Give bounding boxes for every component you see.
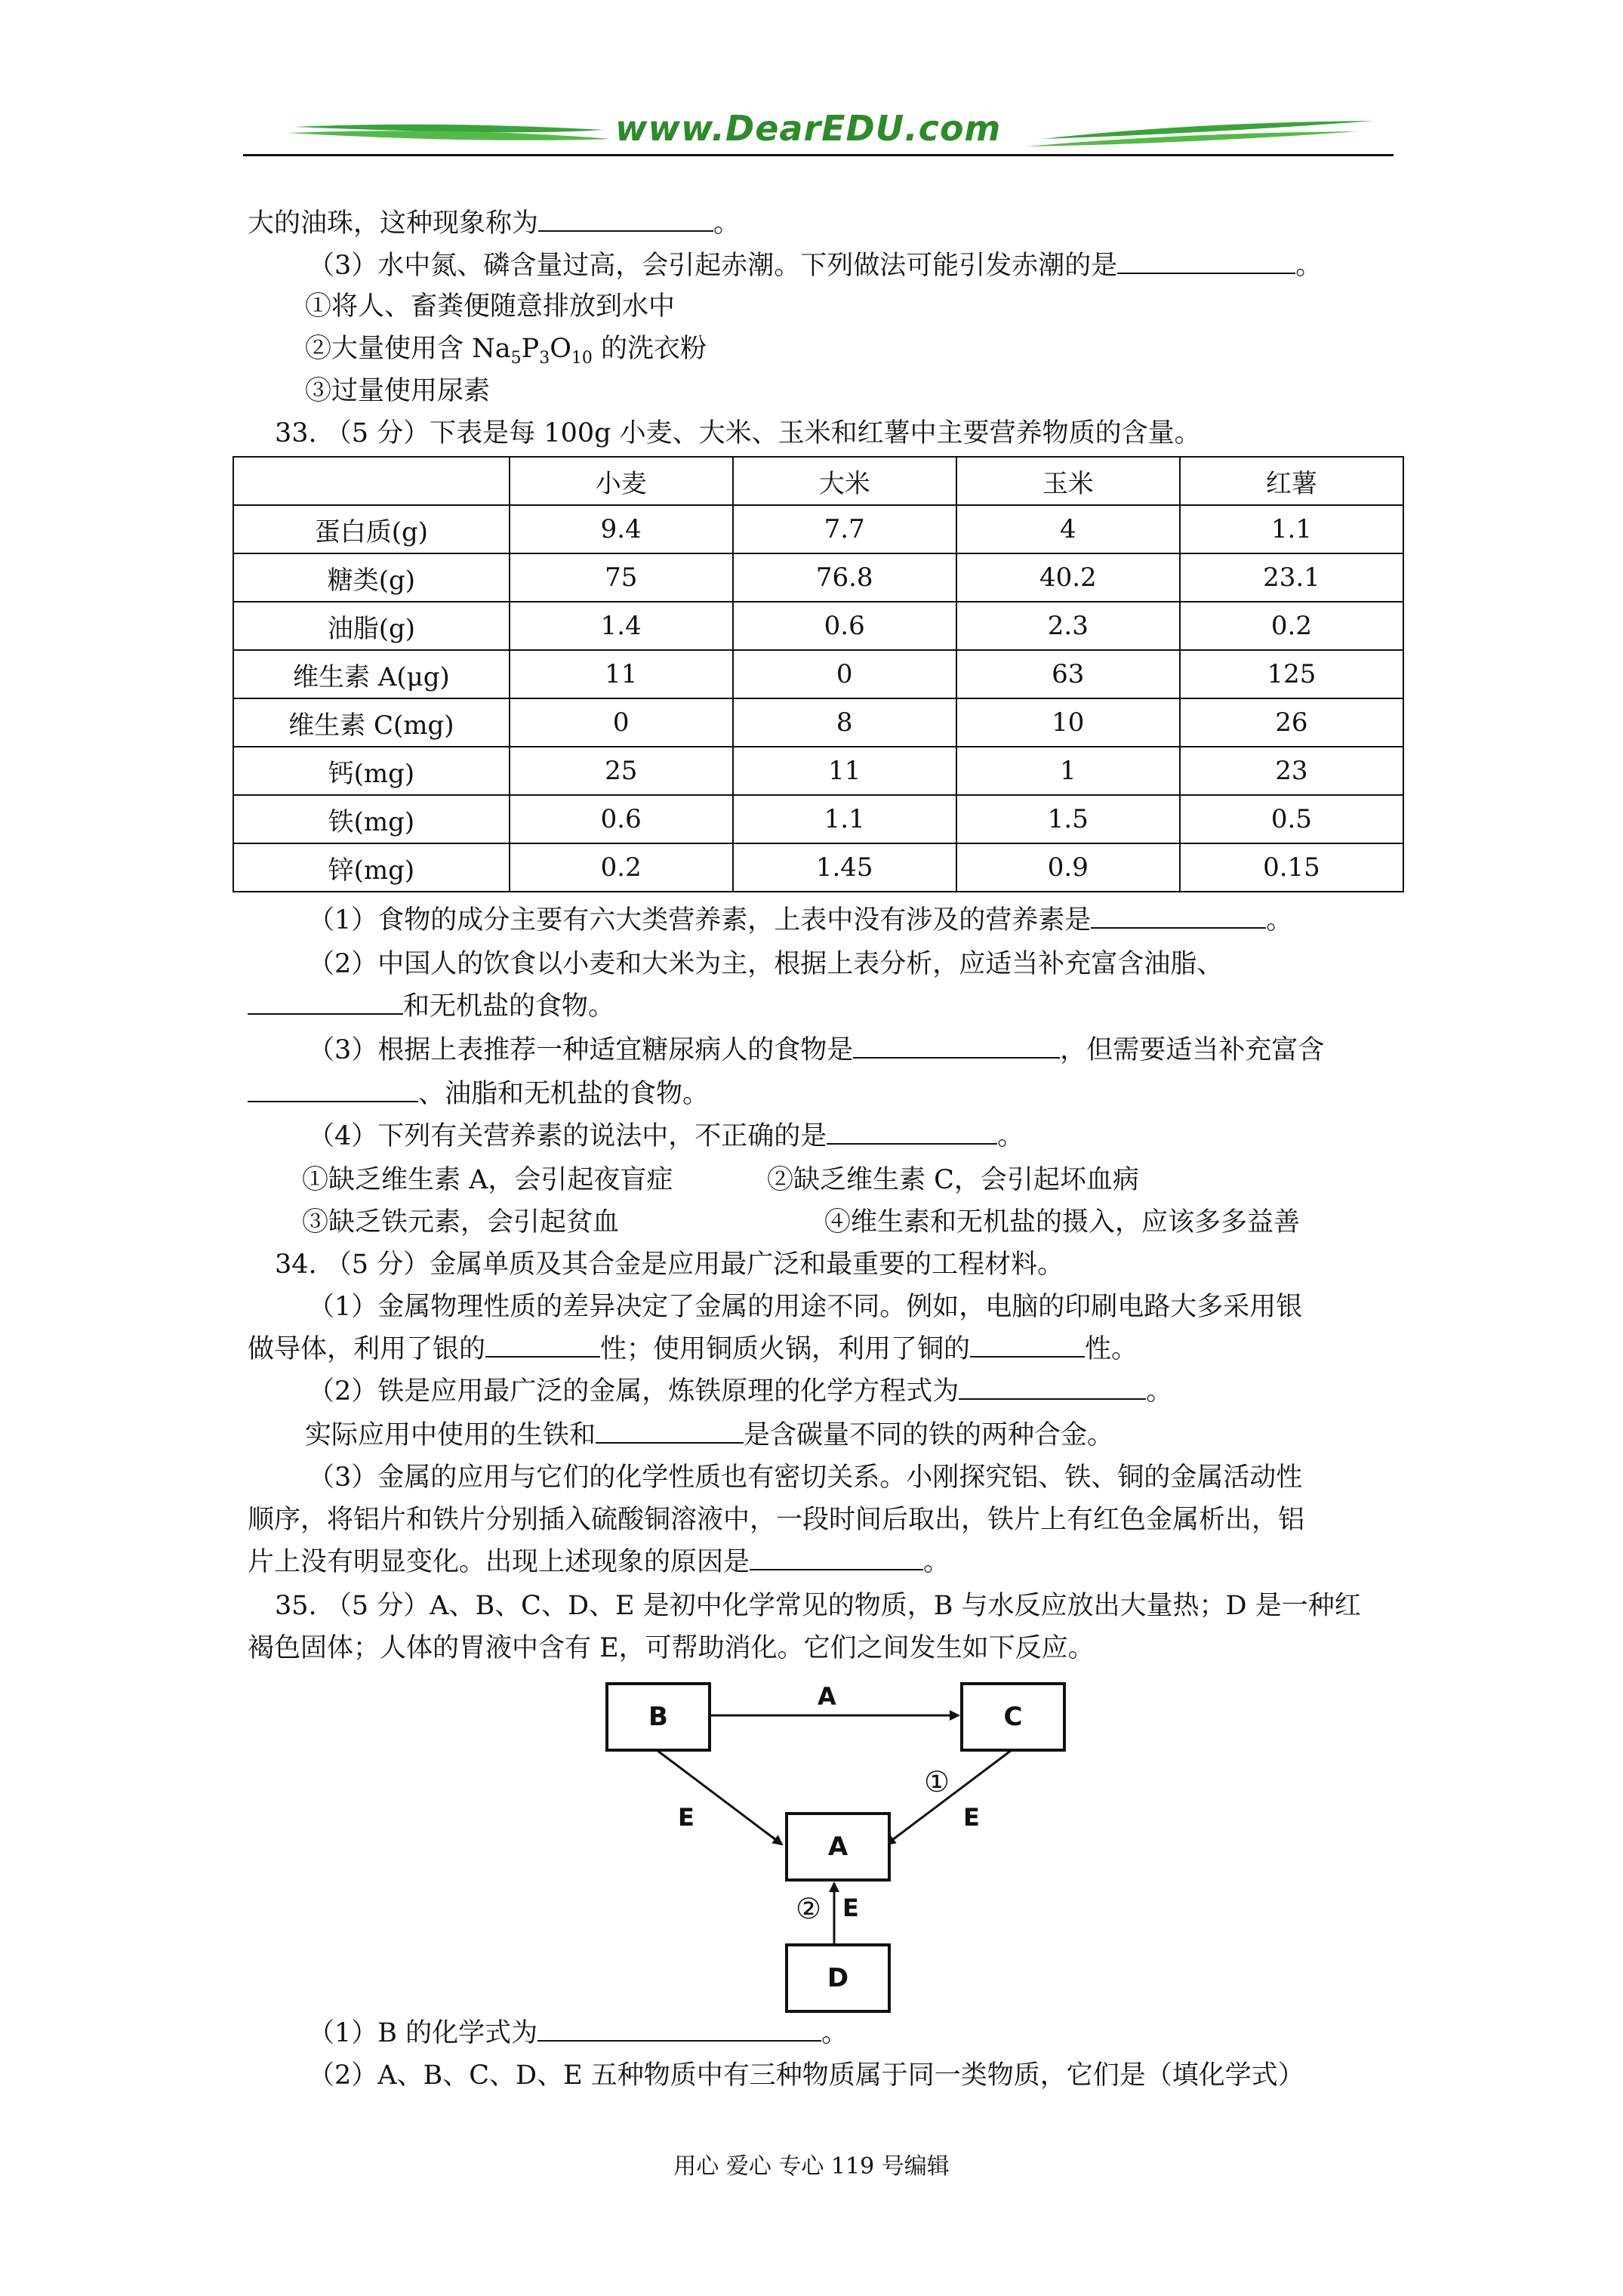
table-cell: 11 bbox=[510, 650, 733, 698]
question-35-title: 35. （5 分）A、B、C、D、E 是初中化学常见的物质，B 与水反应放出大量热；D 是一种红 bbox=[275, 1591, 1361, 1621]
line-text: 做导体，利用了银的 bbox=[248, 1334, 486, 1364]
table-cell: 11 bbox=[733, 747, 956, 795]
table-cell: 4 bbox=[956, 505, 1180, 553]
page-footer: 用心 爱心 专心 119 号编辑 bbox=[673, 2153, 950, 2180]
table-cell: 1.45 bbox=[733, 843, 956, 892]
diagram-box-d: D bbox=[785, 1943, 891, 2013]
line-text: 和无机盐的食物。 bbox=[403, 991, 615, 1022]
table-cell: 0.15 bbox=[1180, 843, 1403, 892]
subscript: 5 bbox=[510, 349, 522, 368]
table-cell: 10 bbox=[956, 698, 1180, 747]
diagram-box-c: C bbox=[960, 1682, 1066, 1752]
table-cell: 1.1 bbox=[1180, 505, 1403, 553]
table-cell: 23.1 bbox=[1180, 553, 1403, 602]
text-line: 顺序，将铝片和铁片分别插入硫酸铜溶液中，一段时间后取出，铁片上有红色金属析出，铝 bbox=[248, 1505, 1305, 1535]
arrow-label-circle-1: ① bbox=[924, 1765, 950, 1798]
subscript: 10 bbox=[571, 349, 593, 368]
table-cell: 0 bbox=[733, 650, 956, 698]
arrow-label-right-e: E bbox=[963, 1803, 980, 1832]
text-line: （2）A、B、C、D、E 五种物质中有三种物质属于同一类物质，它们是（填化学式） bbox=[308, 2060, 1304, 2091]
option-line: ①将人、畜粪便随意排放到水中 bbox=[305, 291, 676, 322]
line-text: 实际应用中使用的生铁和 bbox=[305, 1420, 596, 1450]
table-header-cell: 小麦 bbox=[510, 457, 733, 505]
question-34-title: 34. （5 分）金属单质及其合金是应用最广泛和最重要的工程材料。 bbox=[275, 1250, 1064, 1280]
line-text: 。 bbox=[713, 208, 741, 239]
table-cell: 2.3 bbox=[956, 602, 1180, 650]
option-line: ③缺乏铁元素，会引起贫血 bbox=[302, 1207, 620, 1237]
table-cell: 油脂(g) bbox=[233, 602, 510, 650]
table-cell: 钙(mg) bbox=[233, 747, 510, 795]
option-line: ①缺乏维生素 A，会引起夜盲症 bbox=[302, 1165, 673, 1195]
text-line: （3）金属的应用与它们的化学性质也有密切关系。小刚探究铝、铁、铜的金属活动性 bbox=[308, 1462, 1303, 1493]
subscript: 3 bbox=[539, 349, 550, 368]
table-header-cell: 玉米 bbox=[956, 457, 1180, 505]
table-cell: 0.6 bbox=[733, 602, 956, 650]
table-cell: 125 bbox=[1180, 650, 1403, 698]
table-cell: 糖类(g) bbox=[233, 553, 510, 602]
line-text: 是含碳量不同的铁的两种合金。 bbox=[744, 1420, 1114, 1450]
line-text: 、油脂和无机盐的食物。 bbox=[418, 1079, 710, 1109]
table-cell: 维生素 A(μg) bbox=[233, 650, 510, 698]
table-header-cell: 大米 bbox=[733, 457, 956, 505]
text-line: 褐色固体；人体的胃液中含有 E，可帮助消化。它们之间发生如下反应。 bbox=[248, 1633, 1095, 1663]
table-cell: 76.8 bbox=[733, 553, 956, 602]
line-text: 。 bbox=[923, 1547, 950, 1577]
text-line: （1）金属物理性质的差异决定了金属的用途不同。例如，电脑的印刷电路大多采用银 bbox=[308, 1292, 1303, 1322]
diagram-box-a: A bbox=[785, 1812, 891, 1881]
table-cell: 0.6 bbox=[510, 795, 733, 843]
line-text: P bbox=[521, 334, 540, 364]
table-cell: 23 bbox=[1180, 747, 1403, 795]
option-line: ④维生素和无机盐的摄入，应该多多益善 bbox=[824, 1207, 1301, 1237]
table-cell: 0.9 bbox=[956, 843, 1180, 892]
line-text: 。 bbox=[1295, 251, 1323, 281]
table-cell: 0.5 bbox=[1180, 795, 1403, 843]
table-cell: 1.4 bbox=[510, 602, 733, 650]
line-text: 。 bbox=[821, 2018, 848, 2048]
diagram-box-b: B bbox=[605, 1682, 711, 1752]
table-cell: 蛋白质(g) bbox=[233, 505, 510, 553]
table-cell: 1.1 bbox=[733, 795, 956, 843]
line-text: 。 bbox=[1146, 1376, 1173, 1407]
table-cell: 1 bbox=[956, 747, 1180, 795]
table-cell: 26 bbox=[1180, 698, 1403, 747]
table-cell: 0.2 bbox=[510, 843, 733, 892]
arrow-label-bottom-e: E bbox=[842, 1894, 859, 1922]
header-logo: www.DearEDU.com bbox=[615, 108, 1002, 149]
line-text: 。 bbox=[997, 1121, 1024, 1151]
table-cell: 8 bbox=[733, 698, 956, 747]
table-cell: 锌(mg) bbox=[233, 843, 510, 892]
line-text: （1）B 的化学式为 bbox=[308, 2018, 538, 2048]
table-cell: 铁(mg) bbox=[233, 795, 510, 843]
arrow-label-a: A bbox=[818, 1682, 836, 1711]
line-text: ②大量使用含 Na bbox=[305, 334, 511, 364]
arrow-label-circle-2: ② bbox=[796, 1892, 822, 1925]
arrow-label-left-e: E bbox=[678, 1803, 694, 1832]
line-text: （4）下列有关营养素的说法中，不正确的是 bbox=[308, 1121, 827, 1151]
table-cell: 25 bbox=[510, 747, 733, 795]
text-line bbox=[308, 2016, 848, 2051]
table-cell: 0.2 bbox=[1180, 602, 1403, 650]
line-text: （1）食物的成分主要有六大类营养素，上表中没有涉及的营养素是 bbox=[308, 905, 1092, 935]
line-text: 片上没有明显变化。出现上述现象的原因是 bbox=[248, 1547, 750, 1577]
line-text: 性。 bbox=[1085, 1334, 1138, 1364]
table-cell: 75 bbox=[510, 553, 733, 602]
table-cell: 维生素 C(mg) bbox=[233, 698, 510, 747]
question-33-title: 33. （5 分）下表是每 100g 小麦、大米、玉米和红薯中主要营养物质的含量。 bbox=[275, 418, 1201, 448]
table-cell: 1.5 bbox=[956, 795, 1180, 843]
line-text: 大的油珠，这种现象称为 bbox=[248, 208, 539, 239]
line-text: 。 bbox=[1266, 905, 1293, 935]
line-text: （3）根据上表推荐一种适宜糖尿病人的食物是 bbox=[308, 1035, 854, 1065]
line-text: ，但需要适当补充富含 bbox=[1060, 1035, 1325, 1065]
text-line: （2）中国人的饮食以小麦和大米为主，根据上表分析，应适当补充富含油脂、 bbox=[308, 949, 1224, 979]
table-cell: 9.4 bbox=[510, 505, 733, 553]
answer-blank bbox=[537, 2017, 821, 2042]
table-cell: 7.7 bbox=[733, 505, 956, 553]
line-text: （2）铁是应用最广泛的金属，炼铁原理的化学方程式为 bbox=[308, 1376, 959, 1407]
line-text: O bbox=[550, 334, 571, 364]
line-text: 的洗衣粉 bbox=[592, 334, 707, 364]
option-line: ②缺乏维生素 C，会引起坏血病 bbox=[767, 1165, 1139, 1195]
option-line: ③过量使用尿素 bbox=[305, 376, 491, 406]
table-cell: 0 bbox=[510, 698, 733, 747]
line-text: （3）水中氮、磷含量过高，会引起赤潮。下列做法可能引发赤潮的是 bbox=[308, 251, 1118, 281]
table-header-cell: 红薯 bbox=[1180, 457, 1403, 505]
line-text: 性；使用铜质火锅，利用了铜的 bbox=[600, 1334, 971, 1364]
table-cell: 40.2 bbox=[956, 553, 1180, 602]
table-cell: 63 bbox=[956, 650, 1180, 698]
